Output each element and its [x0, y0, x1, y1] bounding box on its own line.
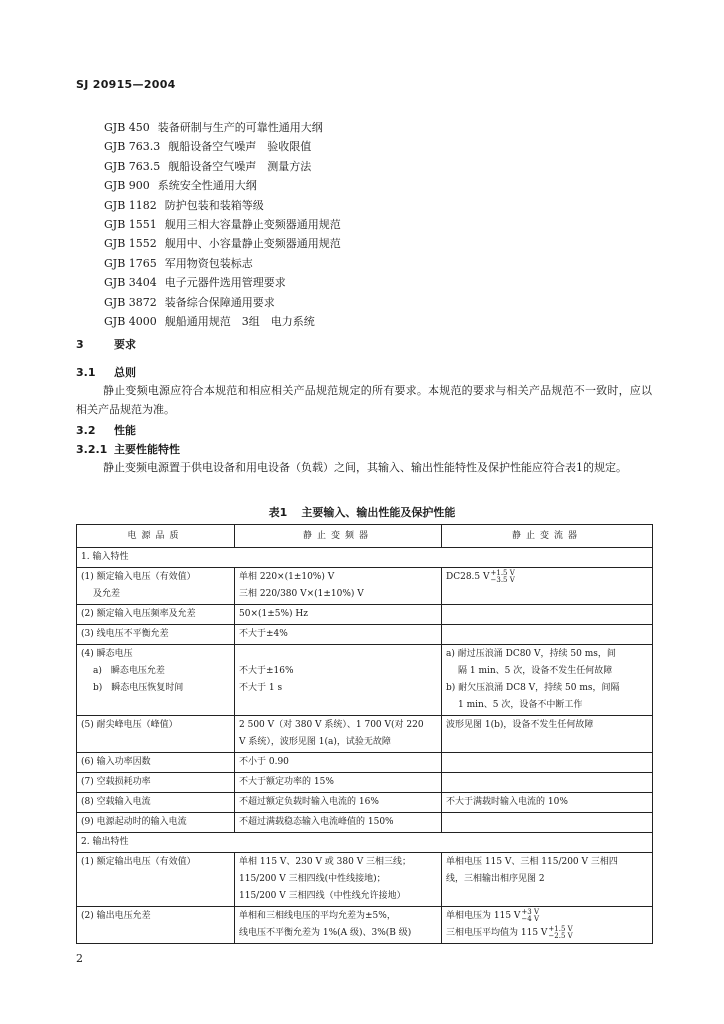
inverter-line: 115/200 V 三相四线(中性线接地)；: [239, 874, 386, 884]
table-number: 表1: [268, 506, 288, 519]
table-row: [77, 716, 653, 753]
table-row: [77, 605, 653, 625]
reference-code: GJB 1182: [104, 198, 157, 212]
converter-value: [442, 605, 653, 625]
tolerance-upper: +1.5 V: [490, 568, 515, 577]
inverter-line: 线电压不平衡允差为 1%(A 级)、3%(B 级): [239, 928, 412, 938]
item-label: (2) 额定输入电压频率及允差: [77, 605, 235, 625]
converter-cell: [442, 568, 653, 605]
sub-item-label: b) 瞬态电压恢复时间: [93, 683, 184, 693]
inverter-value: 三相 220/380 V×(1±10%) V: [239, 589, 364, 599]
table-row: [77, 568, 653, 605]
converter-value: 三相电压平均值为 115 V: [446, 928, 548, 938]
inverter-value: 不超过额定负载时输入电流的 16%: [235, 793, 442, 813]
inverter-cell: [235, 568, 442, 605]
inverter-value: V 系统），波形见图 1(a)，试验无故障: [239, 737, 391, 747]
section-heading-3-1: [76, 364, 136, 380]
inverter-value: 不大于额定功率的 15%: [235, 773, 442, 793]
converter-line: [446, 925, 648, 942]
converter-value: 波形见图 1(b)，设备不发生任何故障: [442, 716, 653, 753]
inverter-value: 不大于 1 s: [239, 683, 283, 693]
reference-title: 舰用中、小容量静止变频器通用规范: [164, 237, 341, 251]
item-cell: [77, 645, 235, 716]
reference-item: [104, 137, 341, 156]
table-row: [77, 625, 653, 645]
column-header: 电源品质: [77, 525, 235, 548]
reference-title: 防护包装和装箱等级: [164, 198, 264, 212]
reference-code: GJB 3404: [104, 276, 157, 290]
reference-code: GJB 1552: [104, 237, 157, 251]
section-title: 总则: [114, 366, 136, 379]
reference-title: 舰用三相大容量静止变频器通用规范: [164, 217, 341, 231]
reference-title: 军用物资包装标志: [164, 256, 253, 270]
converter-cell: [442, 645, 653, 716]
reference-title: 装备研制与生产的可靠性通用大纲: [157, 121, 323, 134]
section-number: 3.1: [76, 366, 96, 379]
section-number: 3.2: [76, 424, 96, 437]
inverter-line: 单相 115 V、230 V 或 380 V 三相三线；: [239, 857, 412, 867]
column-header: 静止变流器: [442, 525, 653, 548]
page-number: 2: [76, 952, 83, 965]
tolerance-stack: [521, 909, 539, 923]
table-title: 主要输入、输出性能及保护性能: [301, 506, 456, 519]
converter-line: [446, 908, 648, 925]
item-cell: [77, 568, 235, 605]
reference-code: GJB 1551: [104, 217, 157, 231]
converter-value: 不大于满载时输入电流的 10%: [442, 793, 653, 813]
section-3-2-1-paragraph: 静止变频电源置于供电设备和用电设备（负载）之间，其输入、输出性能特性及保护性能应符合表1的规定。: [103, 461, 627, 474]
reference-title: 舰船设备空气噪声 测量方法: [168, 159, 312, 173]
reference-item: [104, 196, 341, 215]
group-row: [77, 833, 653, 853]
tolerance-stack: [548, 926, 572, 940]
inverter-cell: [235, 645, 442, 716]
converter-line: b) 耐欠压浪涌 DC8 V，持续 50 ms，间隔: [446, 683, 620, 693]
item-label: (1) 额定输出电压（有效值）: [77, 853, 235, 907]
section-number: 3.2.1: [76, 443, 108, 456]
section-heading-3-2-1: [76, 441, 180, 457]
reference-item: [104, 176, 341, 195]
tolerance-lower: −3.5 V: [490, 575, 515, 584]
inverter-value: 50×(1±5%) Hz: [235, 605, 442, 625]
tolerance-upper: +3 V: [521, 907, 540, 916]
item-label: (2) 输出电压允差: [77, 907, 235, 944]
section-title: 要求: [114, 338, 136, 351]
reference-item: [104, 273, 341, 292]
reference-item: [104, 118, 341, 137]
group-label: 2. 输出特性: [77, 833, 653, 853]
table-row: [77, 907, 653, 944]
item-label: (7) 空载损耗功率: [77, 773, 235, 793]
converter-line: 隔 1 min、5 次，设备不发生任何故障: [458, 666, 613, 676]
item-label: (1) 额定输入电压（有效值）: [81, 572, 196, 582]
section-title: 性能: [114, 424, 136, 437]
inverter-line: 115/200 V 三相四线（中性线允许接地）: [239, 891, 406, 901]
reference-item: [104, 234, 341, 253]
inverter-value: 不小于 0.90: [235, 753, 442, 773]
tolerance-lower: −4 V: [521, 914, 540, 923]
table-row: [77, 853, 653, 907]
tolerance-lower: −2.5 V: [548, 931, 573, 940]
table-row: [77, 645, 653, 716]
reference-item: [104, 254, 341, 273]
table-row: [77, 813, 653, 833]
group-label: 1. 输入特性: [77, 548, 653, 568]
inverter-value: 单相 220×(1±10%) V: [239, 572, 335, 582]
tolerance-upper: +1.5 V: [548, 924, 573, 933]
reference-code: GJB 763.5: [104, 159, 161, 173]
reference-code: GJB 3872: [104, 295, 157, 309]
inverter-value: 不大于±4%: [235, 625, 442, 645]
reference-title: 舰船通用规范 3组 电力系统: [164, 314, 315, 328]
item-label: (6) 输入功率因数: [77, 753, 235, 773]
item-label: (9) 电源起动时的输入电流: [77, 813, 235, 833]
converter-line: 线，三相输出相序见图 2: [446, 874, 545, 884]
table-caption: [0, 504, 724, 520]
table-header-row: [77, 525, 653, 548]
inverter-cell: [235, 716, 442, 753]
reference-code: GJB 1765: [104, 256, 157, 270]
reference-item: [104, 293, 341, 312]
item-label: (4) 瞬态电压: [81, 649, 133, 659]
sub-item-label: a) 瞬态电压允差: [93, 666, 165, 676]
converter-value: DC28.5 V: [446, 572, 490, 582]
normative-references-list: [104, 118, 341, 331]
section-title: 主要性能特性: [114, 443, 180, 456]
converter-value: [442, 625, 653, 645]
reference-code: GJB 4000: [104, 314, 157, 328]
reference-code: GJB 763.3: [104, 140, 161, 154]
reference-title: 电子元器件选用管理要求: [164, 276, 286, 290]
item-label: (3) 线电压不平衡允差: [77, 625, 235, 645]
table-row: [77, 753, 653, 773]
converter-value: [442, 773, 653, 793]
inverter-value: 2 500 V（对 380 V 系统）、1 700 V(对 220: [239, 720, 424, 730]
item-label-cont: 及允差: [93, 589, 121, 599]
performance-table: [76, 524, 653, 944]
section-heading-3: [76, 336, 136, 352]
document-header: SJ 20915—2004: [76, 78, 176, 91]
column-header: 静止变频器: [235, 525, 442, 548]
tolerance-stack: [491, 570, 515, 584]
inverter-cell: [235, 853, 442, 907]
inverter-value: 不超过满载稳态输入电流峰值的 150%: [235, 813, 442, 833]
item-label: (8) 空载输入电流: [77, 793, 235, 813]
converter-line: a) 耐过压浪涌 DC80 V，持续 50 ms，间: [446, 649, 616, 659]
table-row: [77, 793, 653, 813]
reference-title: 装备综合保障通用要求: [164, 295, 275, 309]
inverter-line: 单相和三相线电压的平均允差为±5%，: [239, 911, 396, 921]
item-label: (5) 耐尖峰电压（峰值）: [77, 716, 235, 753]
group-row: [77, 548, 653, 568]
reference-item: [104, 157, 341, 176]
section-heading-3-2: [76, 422, 136, 438]
reference-code: GJB 450: [104, 121, 150, 134]
converter-line: 1 min、5 次，设备不中断工作: [458, 700, 583, 710]
section-number: 3: [76, 338, 84, 351]
converter-value: [442, 753, 653, 773]
converter-value: [442, 813, 653, 833]
converter-cell: [442, 853, 653, 907]
reference-title: 系统安全性通用大纲: [157, 179, 257, 193]
inverter-cell: [235, 907, 442, 944]
reference-item: [104, 312, 341, 331]
inverter-value: 不大于±16%: [239, 666, 294, 676]
reference-title: 舰船设备空气噪声 验收限值: [168, 140, 312, 154]
reference-item: [104, 215, 341, 234]
table-row: [77, 773, 653, 793]
converter-cell: [442, 907, 653, 944]
reference-code: GJB 900: [104, 179, 150, 193]
converter-line: 单相电压 115 V、三相 115/200 V 三相四: [446, 857, 618, 867]
converter-value: 单相电压为 115 V: [446, 911, 521, 921]
section-3-1-paragraph: 静止变频电源应符合本规范和相应相关产品规范规定的所有要求。本规范的要求与相关产品规范不一致时，应以相关产品规范为准。: [76, 384, 652, 416]
